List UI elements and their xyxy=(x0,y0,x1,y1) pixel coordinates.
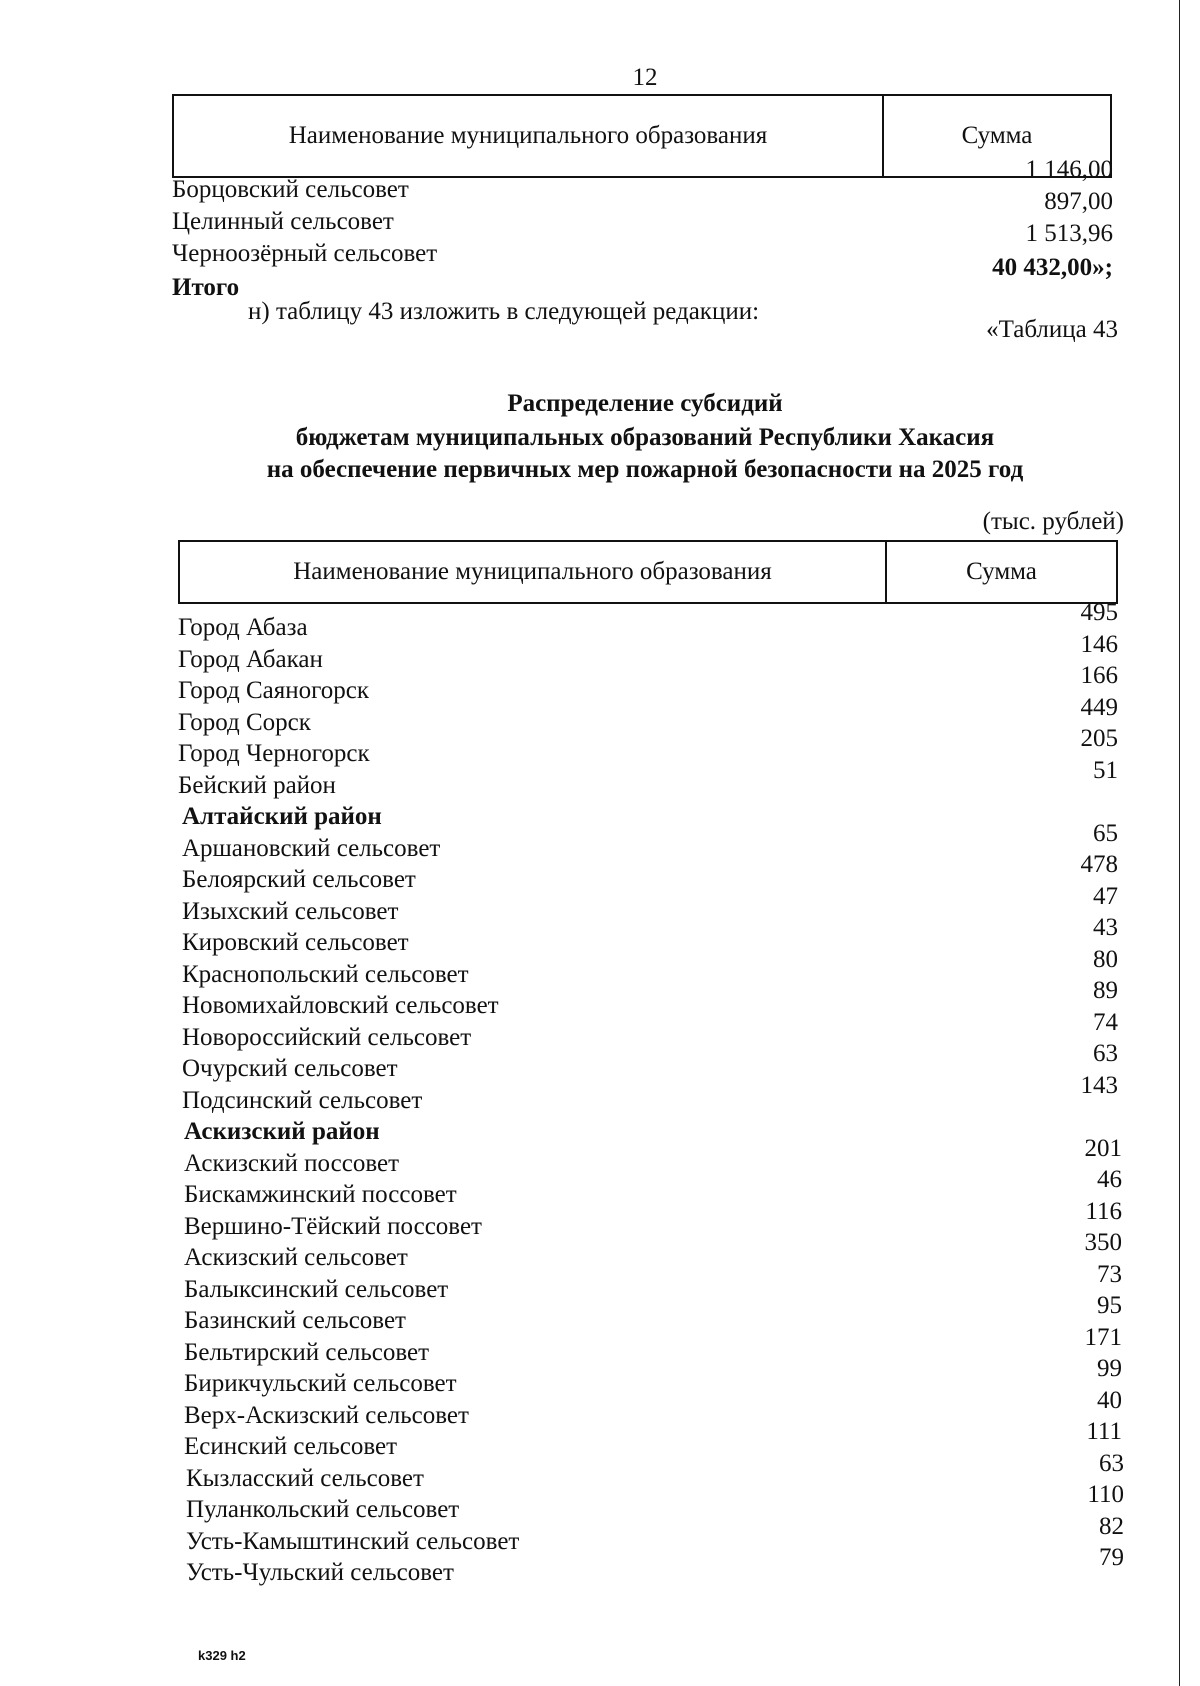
table2-row-label: Кызласский сельсовет xyxy=(186,1465,424,1492)
table1-header xyxy=(172,94,1112,178)
table2-row-label: Город Сорск xyxy=(178,709,311,736)
table2-row-label: Аршановский сельсовет xyxy=(182,835,441,862)
table2-row-value: 80 xyxy=(1093,946,1118,973)
table2-row-value: 110 xyxy=(1087,1481,1124,1508)
table2-row-label: Бискамжинский поссовет xyxy=(184,1181,457,1208)
table2-row-value: 495 xyxy=(1080,599,1118,626)
table2-row-label: Город Абаза xyxy=(178,614,308,641)
table2-row-value: 205 xyxy=(1080,725,1118,752)
table1-row-value: 1 513,96 xyxy=(1025,220,1113,247)
table1-row-label: Черноозёрный сельсовет xyxy=(172,240,438,267)
table2-row-value: 449 xyxy=(1080,694,1118,721)
page-number: 12 xyxy=(632,64,658,91)
table-reference: «Таблица 43 xyxy=(986,316,1118,343)
table2-row-value: 63 xyxy=(1099,1450,1124,1477)
page-edge-line xyxy=(1179,0,1180,1686)
table2-row-value: 99 xyxy=(1097,1355,1122,1382)
table2-row-label: Город Абакан xyxy=(178,646,323,673)
table2-row-value: 47 xyxy=(1093,883,1118,910)
table2-group-label: Аскизский район xyxy=(184,1118,380,1145)
table2-row-label: Базинский сельсовет xyxy=(184,1307,406,1334)
table2-row-label: Вершино-Тёйский поссовет xyxy=(184,1213,482,1240)
table2-row-value: 143 xyxy=(1080,1072,1118,1099)
table2-row-label: Бельтирский сельсовет xyxy=(184,1339,430,1366)
table2-row-label: Новомихайловский сельсовет xyxy=(182,992,499,1019)
table2-row-value: 43 xyxy=(1093,914,1118,941)
table2-row-label: Кировский сельсовет xyxy=(182,929,409,956)
table2-row-label: Очурский сельсовет xyxy=(182,1055,398,1082)
table2-row-label: Подсинский сельсовет xyxy=(182,1087,423,1114)
table1-row-label: Целинный сельсовет xyxy=(172,208,394,235)
table2-row-value: 65 xyxy=(1093,820,1118,847)
table2-row-value: 79 xyxy=(1099,1544,1124,1571)
table2-row-value: 95 xyxy=(1097,1292,1122,1319)
table2-row-label: Город Черногорск xyxy=(178,740,370,767)
table2-row-value: 478 xyxy=(1080,851,1118,878)
table2-row-label: Балыксинский сельсовет xyxy=(184,1276,449,1303)
table2-header-sum: Сумма xyxy=(885,542,1116,602)
table1-row-label: Борцовский сельсовет xyxy=(172,176,409,203)
table2-row-label: Есинский сельсовет xyxy=(184,1433,398,1460)
instruction-text: н) таблицу 43 изложить в следующей редакции: xyxy=(248,298,760,325)
table1-row-value: 1 146,00 xyxy=(1025,156,1113,183)
table1-total-value: 40 432,00»; xyxy=(992,254,1113,281)
table2-row-label: Пуланкольский сельсовет xyxy=(186,1496,460,1523)
table2-header-name: Наименование муниципального образования xyxy=(293,558,772,585)
table2-row-label: Аскизский поссовет xyxy=(184,1150,400,1177)
table1-total-label: Итого xyxy=(172,274,240,301)
table2-row-label: Аскизский сельсовет xyxy=(184,1244,408,1271)
table2-header xyxy=(178,540,1118,604)
table2-row-value: 40 xyxy=(1097,1387,1122,1414)
footer-code: k329 h2 xyxy=(198,1648,246,1663)
table1-header-sum: Сумма xyxy=(882,96,1110,176)
title-line-1: Распределение субсидий xyxy=(507,390,783,417)
table2-row-value: 111 xyxy=(1086,1418,1122,1445)
table2-row-label: Усть-Камыштинский сельсовет xyxy=(186,1528,520,1555)
title-line-2: бюджетам муниципальных образований Республики Хакасия xyxy=(295,424,995,451)
table2-row-value: 201 xyxy=(1084,1135,1122,1162)
table1-header-name: Наименование муниципального образования xyxy=(288,122,768,149)
table2-row-label: Новороссийский сельсовет xyxy=(182,1024,472,1051)
table2-row-value: 82 xyxy=(1099,1513,1124,1540)
table1-row-value: 897,00 xyxy=(1044,188,1113,215)
table2-row-value: 146 xyxy=(1080,631,1118,658)
table2-row-label: Верх-Аскизский сельсовет xyxy=(184,1402,469,1429)
table2-row-value: 46 xyxy=(1097,1166,1122,1193)
units-label: (тыс. рублей) xyxy=(982,508,1124,535)
table2-row-value: 89 xyxy=(1093,977,1118,1004)
table2-row-value: 116 xyxy=(1085,1198,1122,1225)
table2-row-value: 350 xyxy=(1084,1229,1122,1256)
table2-row-label: Краснопольский сельсовет xyxy=(182,961,469,988)
table2-row-label: Бейский район xyxy=(178,772,336,799)
table2-row-label: Белоярский сельсовет xyxy=(182,866,416,893)
table2-row-value: 73 xyxy=(1097,1261,1122,1288)
table2-row-label: Изыхский сельсовет xyxy=(182,898,399,925)
title-line-3: на обеспечение первичных мер пожарной безопасности на 2025 год xyxy=(266,456,1024,483)
table2-row-value: 63 xyxy=(1093,1040,1118,1067)
table2-row-label: Город Саяногорск xyxy=(178,677,370,704)
table2-group-label: Алтайский район xyxy=(182,803,382,830)
table2-row-value: 166 xyxy=(1080,662,1118,689)
table2-row-value: 74 xyxy=(1093,1009,1118,1036)
table2-row-value: 171 xyxy=(1084,1324,1122,1351)
table2-row-label: Бирикчульский сельсовет xyxy=(184,1370,457,1397)
table2-row-label: Усть-Чульский сельсовет xyxy=(186,1559,454,1586)
table2-row-value: 51 xyxy=(1093,757,1118,784)
